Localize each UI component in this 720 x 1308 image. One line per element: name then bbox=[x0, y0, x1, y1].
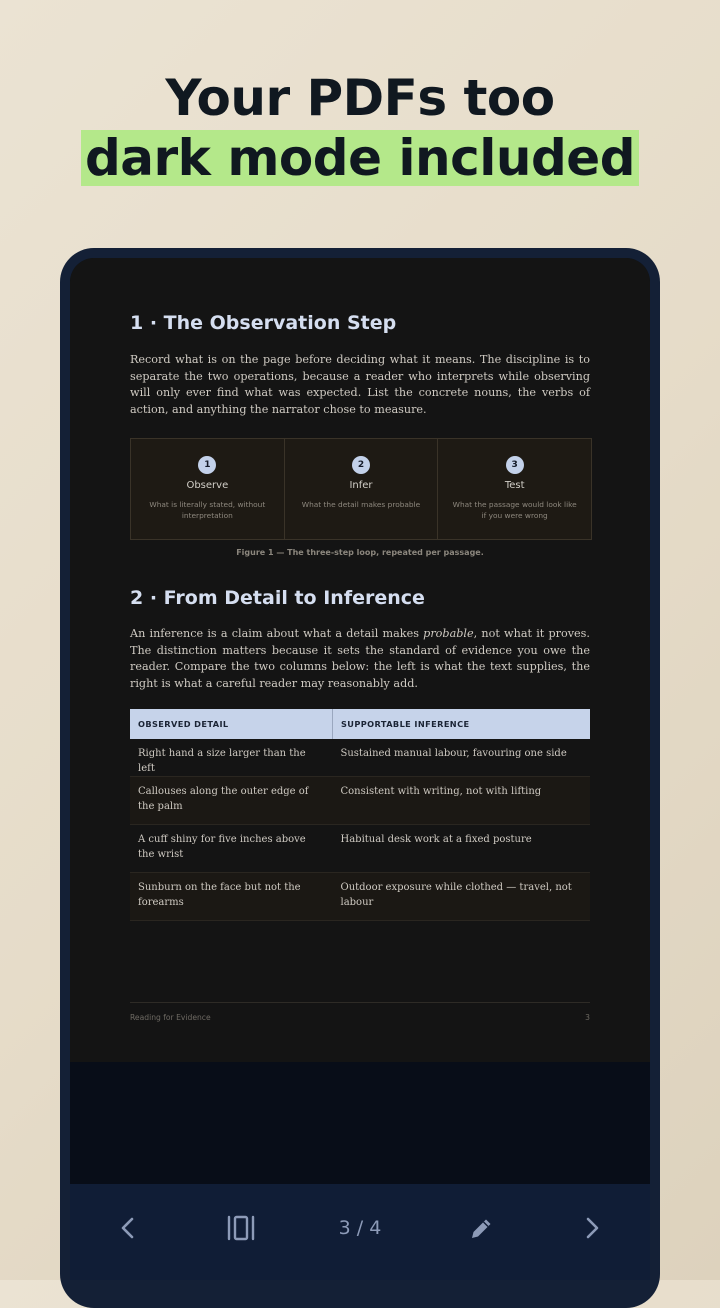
step-number-badge: 2 bbox=[352, 456, 370, 474]
table-row bbox=[130, 777, 590, 825]
headline bbox=[0, 66, 720, 186]
section-1-title: 1 · The Observation Step bbox=[130, 312, 397, 334]
page-view-button[interactable] bbox=[226, 1214, 256, 1242]
table-row bbox=[130, 739, 590, 777]
page-footer-number: 3 bbox=[585, 1013, 590, 1022]
section-2-body: An inference is a claim about what a detail makes probable, not what it proves. The distinction matters because it sets the standard of evidence you owe the reader. Compare the two columns below: the left is what the text supplies, the right is what a careful reader may reasonably add. bbox=[130, 627, 590, 690]
step-title: Infer bbox=[349, 480, 373, 491]
chevron-right-icon bbox=[580, 1214, 604, 1242]
step-description: What is literally stated, without interpretation bbox=[149, 500, 266, 520]
table-row bbox=[130, 873, 590, 921]
figure-step-observe bbox=[131, 439, 285, 539]
reader-bottom-bar bbox=[70, 1184, 650, 1280]
table-cell: Right hand a size larger than the left bbox=[130, 739, 333, 777]
previous-page-button[interactable] bbox=[116, 1214, 140, 1242]
annotate-button[interactable] bbox=[468, 1214, 494, 1242]
pencil-icon bbox=[468, 1214, 494, 1242]
headline-line-2-highlighted: dark mode included bbox=[81, 130, 639, 186]
step-description: What the detail makes probable bbox=[301, 500, 421, 509]
page-view-icon bbox=[226, 1214, 256, 1242]
emphasis-probable: probable bbox=[423, 627, 474, 640]
step-description: What the passage would look like if you were wrong bbox=[452, 500, 577, 520]
table-cell: Sustained manual labour, favouring one side bbox=[333, 739, 591, 777]
chevron-left-icon bbox=[116, 1214, 140, 1242]
pdf-page[interactable] bbox=[70, 258, 650, 1062]
page-footer-divider bbox=[130, 1002, 590, 1003]
table-cell: A cuff shiny for five inches above the wrist bbox=[130, 825, 333, 873]
reader-screen bbox=[70, 258, 650, 1280]
step-number-badge: 1 bbox=[198, 456, 216, 474]
headline-line-1: Your PDFs too bbox=[165, 69, 555, 127]
step-number-badge: 3 bbox=[506, 456, 524, 474]
table-row bbox=[130, 825, 590, 873]
section-1-body: Record what is on the page before deciding what it means. The discipline is to separate the two operations, because a reader who interprets while observing will only ever find what was expected. List the concrete nouns, the verbs of action, and anything the narrator chose to measure. bbox=[130, 353, 590, 416]
table-cell: Sunburn on the face but not the forearms bbox=[130, 873, 333, 921]
column-header-supportable-inference: SUPPORTABLE INFERENCE bbox=[333, 709, 591, 739]
next-page-button[interactable] bbox=[580, 1214, 604, 1242]
page-footer-title: Reading for Evidence bbox=[130, 1013, 211, 1022]
step-title: Observe bbox=[186, 480, 229, 491]
evidence-table bbox=[130, 709, 590, 921]
column-header-observed-detail: OBSERVED DETAIL bbox=[130, 709, 333, 739]
figure-step-test bbox=[438, 439, 591, 539]
table-cell: Consistent with writing, not with lifting bbox=[333, 777, 591, 825]
page-indicator: 3 / 4 bbox=[338, 1217, 382, 1239]
figure-caption: Figure 1 — The three-step loop, repeated per passage. bbox=[236, 548, 484, 557]
step-title: Test bbox=[504, 480, 525, 491]
table-cell: Outdoor exposure while clothed — travel, not labour bbox=[333, 873, 591, 921]
figure-step-infer bbox=[285, 439, 439, 539]
table-cell: Habitual desk work at a fixed posture bbox=[333, 825, 591, 873]
figure-three-step-loop bbox=[130, 438, 592, 540]
section-2-title: 2 · From Detail to Inference bbox=[130, 587, 425, 609]
table-cell: Callouses along the outer edge of the palm bbox=[130, 777, 333, 825]
